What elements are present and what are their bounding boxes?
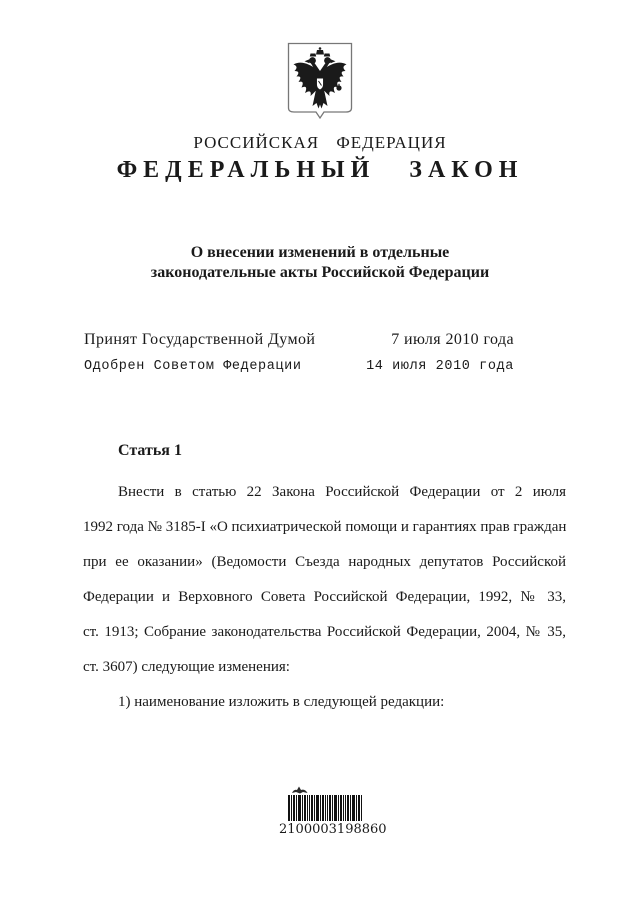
duma-date: 7 июля 2010 года [391,331,514,348]
article-text-line: ст. 3607) следующие изменения: [83,659,290,675]
barcode-digit-group: 0 [378,822,387,837]
duma-row [84,331,514,349]
coat-of-arms-icon [287,42,353,122]
article-1 [83,441,566,720]
article-text-line: ст. 1913; Собрание законодательства Российской Федерации, 2004, № 35, [83,624,566,640]
barcode-digit-group: 19886 [336,822,379,837]
council-date: 14 июля 2010 года [366,359,514,374]
barcode-digit-group: 100003 [287,822,337,837]
doc-type-heading: ФЕДЕРАЛЬНЫЙ ЗАКОН [116,157,524,183]
barcode-digit-group: 2 [279,822,288,837]
barcode-number [278,822,387,837]
barcode-bars [288,795,362,821]
barcode [278,785,387,837]
small-emblem-icon [291,785,309,795]
law-title [0,243,640,283]
law-title-line2: законодательные акты Российской Федерации [150,264,490,281]
article-text-line: Федерации и Верховного Совета Российской Федерации, 1992, № 33, [83,589,566,605]
law-title-line1: О внесении изменений в отдельные [190,244,450,261]
article-heading: Статья 1 [118,442,182,459]
council-label: Одобрен Советом Федерации [84,359,302,374]
council-row [84,359,514,374]
duma-label: Принят Государственной Думой [84,331,316,348]
article-text-line: 1992 года № 3185-I «О психиатрической помощи и гарантиях прав граждан [83,519,567,535]
article-item-1: 1) наименование изложить в следующей редакции: [118,694,445,710]
article-text-line: при ее оказании» (Ведомости Съезда народных депутатов Российской [83,554,566,570]
adoption-block [84,331,514,374]
country-heading: РОССИЙСКАЯ ФЕДЕРАЦИЯ [193,133,447,152]
article-text-line: Внести в статью 22 Закона Российской Федерации от 2 июля [118,484,566,500]
